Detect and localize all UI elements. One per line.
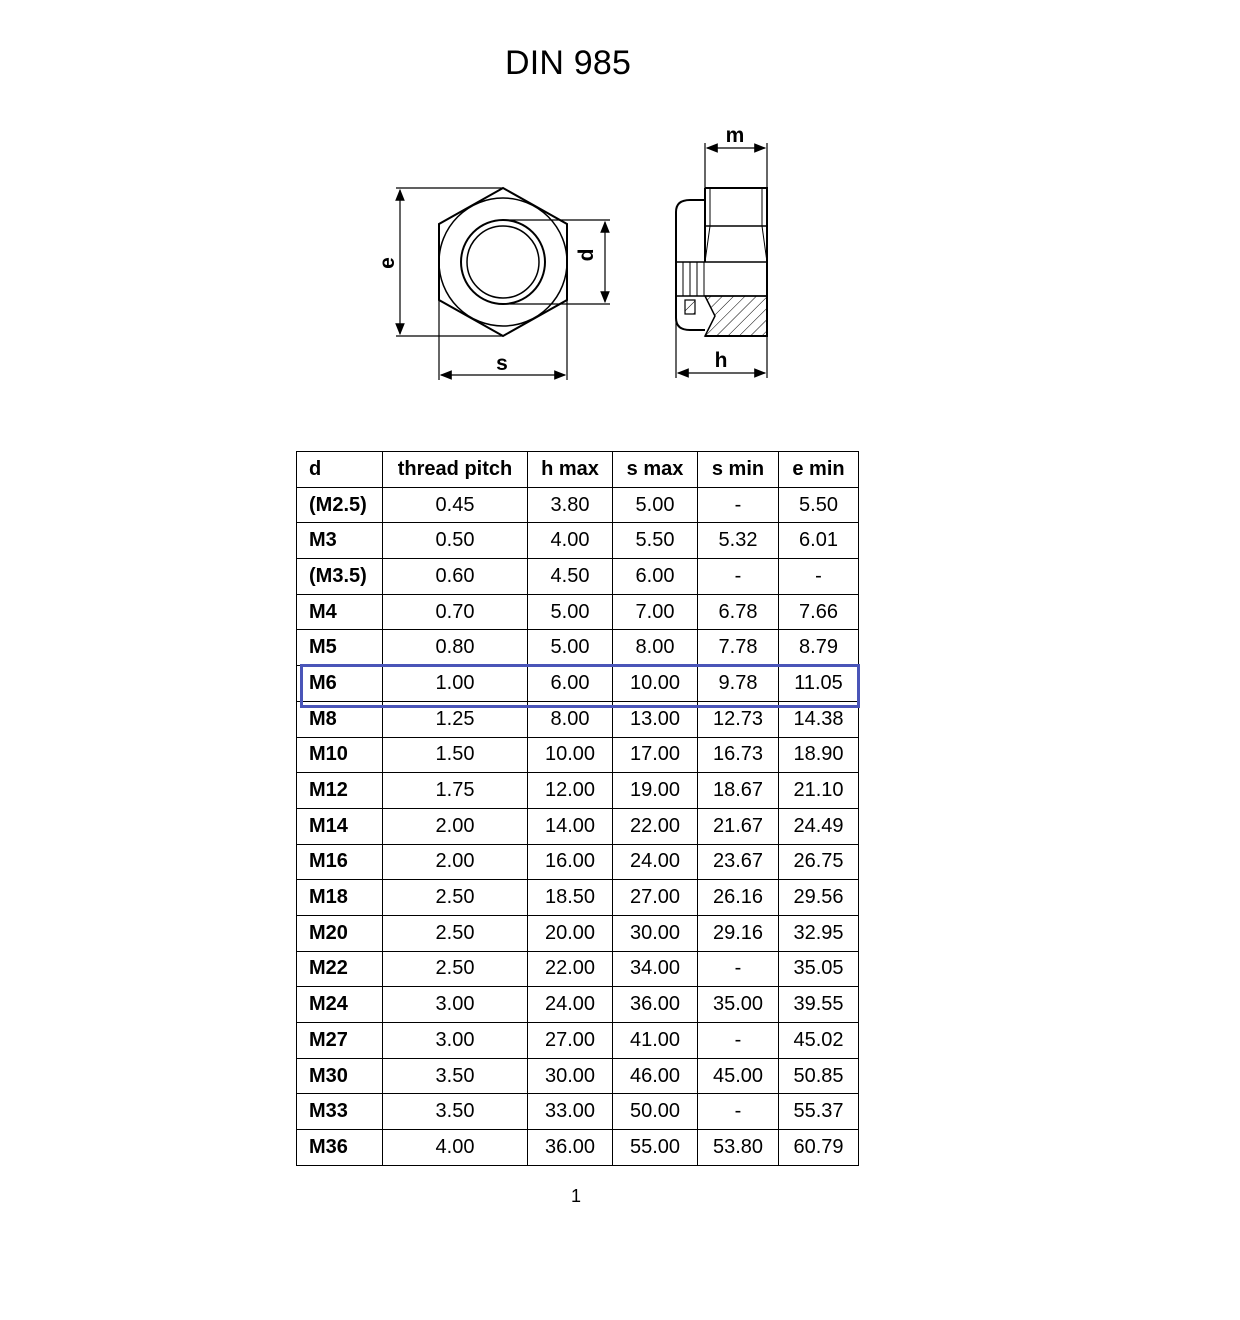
dimension-e bbox=[396, 188, 503, 336]
table-row bbox=[297, 808, 859, 844]
cell-size: M8 bbox=[297, 701, 383, 737]
table-cell: 5.00 bbox=[613, 487, 698, 523]
table-cell: 22.00 bbox=[613, 808, 698, 844]
table-cell: 6.00 bbox=[613, 559, 698, 595]
table-cell: 13.00 bbox=[613, 701, 698, 737]
thread-inner-circle bbox=[467, 226, 539, 298]
table-cell: 7.00 bbox=[613, 594, 698, 630]
table-cell: 2.50 bbox=[383, 915, 528, 951]
cell-size: M33 bbox=[297, 1094, 383, 1130]
table-cell: 1.50 bbox=[383, 737, 528, 773]
table-cell: 1.00 bbox=[383, 666, 528, 702]
table-cell: 50.85 bbox=[779, 1058, 859, 1094]
table-row bbox=[297, 880, 859, 916]
table-row bbox=[297, 737, 859, 773]
table-cell: 46.00 bbox=[613, 1058, 698, 1094]
table-cell: 1.75 bbox=[383, 773, 528, 809]
label-m: m bbox=[725, 124, 745, 147]
table-cell: 5.00 bbox=[528, 594, 613, 630]
page-number: 1 bbox=[571, 1186, 582, 1206]
table-cell: 8.00 bbox=[613, 630, 698, 666]
table-cell: - bbox=[698, 1023, 779, 1059]
table-cell: - bbox=[698, 487, 779, 523]
table-cell: 30.00 bbox=[528, 1058, 613, 1094]
cell-size: M5 bbox=[297, 630, 383, 666]
table-cell: 12.73 bbox=[698, 701, 779, 737]
label-h: h bbox=[714, 349, 728, 372]
table-cell: 55.37 bbox=[779, 1094, 859, 1130]
table-cell: 2.00 bbox=[383, 808, 528, 844]
cell-size: M24 bbox=[297, 987, 383, 1023]
table-cell: 5.50 bbox=[613, 523, 698, 559]
nylon-insert bbox=[685, 300, 695, 314]
cell-size: M18 bbox=[297, 880, 383, 916]
header-d: d bbox=[297, 452, 383, 488]
table-cell: - bbox=[698, 559, 779, 595]
table-cell: 36.00 bbox=[528, 1130, 613, 1166]
table-cell: 4.00 bbox=[383, 1130, 528, 1166]
table-row bbox=[297, 1023, 859, 1059]
table-row bbox=[297, 844, 859, 880]
table-cell: 3.00 bbox=[383, 987, 528, 1023]
table-cell: 0.60 bbox=[383, 559, 528, 595]
table-cell: 14.00 bbox=[528, 808, 613, 844]
table-cell: 16.00 bbox=[528, 844, 613, 880]
table-cell: 10.00 bbox=[528, 737, 613, 773]
table-row bbox=[297, 1058, 859, 1094]
cell-size: (M3.5) bbox=[297, 559, 383, 595]
table-cell: 34.00 bbox=[613, 951, 698, 987]
table-cell: 53.80 bbox=[698, 1130, 779, 1166]
table-cell: 0.80 bbox=[383, 630, 528, 666]
cell-size: (M2.5) bbox=[297, 487, 383, 523]
table-cell: 14.38 bbox=[779, 701, 859, 737]
table-cell: 27.00 bbox=[613, 880, 698, 916]
table-cell: 24.49 bbox=[779, 808, 859, 844]
table-cell: 16.73 bbox=[698, 737, 779, 773]
table-cell: 4.50 bbox=[528, 559, 613, 595]
chamfer-circle bbox=[439, 198, 567, 326]
label-d: d bbox=[575, 248, 598, 262]
table-cell: 26.16 bbox=[698, 880, 779, 916]
page-title: DIN 985 bbox=[505, 44, 632, 82]
table-cell: - bbox=[698, 1094, 779, 1130]
table-cell: 2.00 bbox=[383, 844, 528, 880]
table-cell: 36.00 bbox=[613, 987, 698, 1023]
table-row bbox=[297, 773, 859, 809]
table-cell: - bbox=[779, 559, 859, 595]
table-cell: 29.56 bbox=[779, 880, 859, 916]
table-cell: 11.05 bbox=[779, 666, 859, 702]
table-cell: 30.00 bbox=[613, 915, 698, 951]
table-cell: 17.00 bbox=[613, 737, 698, 773]
table-cell: 5.50 bbox=[779, 487, 859, 523]
cell-size: M12 bbox=[297, 773, 383, 809]
table-cell: 12.00 bbox=[528, 773, 613, 809]
table-cell: 1.25 bbox=[383, 701, 528, 737]
dimension-m bbox=[705, 143, 767, 188]
table-cell: 5.00 bbox=[528, 630, 613, 666]
table-cell: 21.67 bbox=[698, 808, 779, 844]
table-cell: 6.78 bbox=[698, 594, 779, 630]
table-cell: 0.50 bbox=[383, 523, 528, 559]
table-cell: 26.75 bbox=[779, 844, 859, 880]
table-row bbox=[297, 666, 859, 702]
table-cell: 10.00 bbox=[613, 666, 698, 702]
table-cell: 3.80 bbox=[528, 487, 613, 523]
label-s: s bbox=[496, 352, 508, 375]
table-cell: 32.95 bbox=[779, 915, 859, 951]
table-cell: 55.00 bbox=[613, 1130, 698, 1166]
table-cell: 18.67 bbox=[698, 773, 779, 809]
cell-size: M3 bbox=[297, 523, 383, 559]
table-cell: 23.67 bbox=[698, 844, 779, 880]
table-cell: 8.79 bbox=[779, 630, 859, 666]
table-row bbox=[297, 559, 859, 595]
table-cell: 33.00 bbox=[528, 1094, 613, 1130]
table-cell: 5.32 bbox=[698, 523, 779, 559]
header-h-max: h max bbox=[528, 452, 613, 488]
table-cell: 27.00 bbox=[528, 1023, 613, 1059]
table-cell: 3.00 bbox=[383, 1023, 528, 1059]
table-cell: 41.00 bbox=[613, 1023, 698, 1059]
cell-size: M6 bbox=[297, 666, 383, 702]
cell-size: M30 bbox=[297, 1058, 383, 1094]
table-cell: 7.66 bbox=[779, 594, 859, 630]
section-hatch bbox=[705, 296, 767, 336]
table-cell: 7.78 bbox=[698, 630, 779, 666]
table-cell: 29.16 bbox=[698, 915, 779, 951]
table-cell: 39.55 bbox=[779, 987, 859, 1023]
header-s-min: s min bbox=[698, 452, 779, 488]
table-cell: 45.00 bbox=[698, 1058, 779, 1094]
table-cell: 2.50 bbox=[383, 951, 528, 987]
table-cell: 19.00 bbox=[613, 773, 698, 809]
table-row bbox=[297, 1094, 859, 1130]
table-row bbox=[297, 701, 859, 737]
table-row bbox=[297, 915, 859, 951]
table-header-row bbox=[297, 452, 859, 488]
table-row bbox=[297, 523, 859, 559]
table-cell: 3.50 bbox=[383, 1094, 528, 1130]
table-cell: 3.50 bbox=[383, 1058, 528, 1094]
cell-size: M22 bbox=[297, 951, 383, 987]
table-cell: 24.00 bbox=[528, 987, 613, 1023]
table-cell: 18.50 bbox=[528, 880, 613, 916]
cell-size: M27 bbox=[297, 1023, 383, 1059]
table-cell: 50.00 bbox=[613, 1094, 698, 1130]
table-row bbox=[297, 630, 859, 666]
header-thread-pitch: thread pitch bbox=[383, 452, 528, 488]
cell-size: M36 bbox=[297, 1130, 383, 1166]
table-row bbox=[297, 487, 859, 523]
dimensions-table bbox=[296, 451, 859, 1166]
table-row bbox=[297, 987, 859, 1023]
table-cell: 20.00 bbox=[528, 915, 613, 951]
table-cell: 24.00 bbox=[613, 844, 698, 880]
table-cell: 35.00 bbox=[698, 987, 779, 1023]
table-cell: 9.78 bbox=[698, 666, 779, 702]
table-cell: 0.45 bbox=[383, 487, 528, 523]
header-s-max: s max bbox=[613, 452, 698, 488]
table-cell: - bbox=[698, 951, 779, 987]
table-cell: 6.01 bbox=[779, 523, 859, 559]
table-cell: 45.02 bbox=[779, 1023, 859, 1059]
table-cell: 21.10 bbox=[779, 773, 859, 809]
header-e-min: e min bbox=[779, 452, 859, 488]
thread-outer-circle bbox=[461, 220, 545, 304]
cell-size: M14 bbox=[297, 808, 383, 844]
table-row bbox=[297, 951, 859, 987]
table-row bbox=[297, 594, 859, 630]
table-cell: 2.50 bbox=[383, 880, 528, 916]
table-cell: 22.00 bbox=[528, 951, 613, 987]
table-cell: 60.79 bbox=[779, 1130, 859, 1166]
table-row bbox=[297, 1130, 859, 1166]
table-cell: 4.00 bbox=[528, 523, 613, 559]
cell-size: M10 bbox=[297, 737, 383, 773]
cell-size: M16 bbox=[297, 844, 383, 880]
cell-size: M4 bbox=[297, 594, 383, 630]
cell-size: M20 bbox=[297, 915, 383, 951]
hexagon-outline bbox=[439, 188, 567, 336]
nut-technical-drawing bbox=[0, 0, 1240, 420]
table-cell: 6.00 bbox=[528, 666, 613, 702]
table-cell: 8.00 bbox=[528, 701, 613, 737]
table-cell: 0.70 bbox=[383, 594, 528, 630]
front-view bbox=[439, 188, 567, 336]
table-cell: 18.90 bbox=[779, 737, 859, 773]
label-e: e bbox=[376, 257, 399, 269]
table-cell: 35.05 bbox=[779, 951, 859, 987]
